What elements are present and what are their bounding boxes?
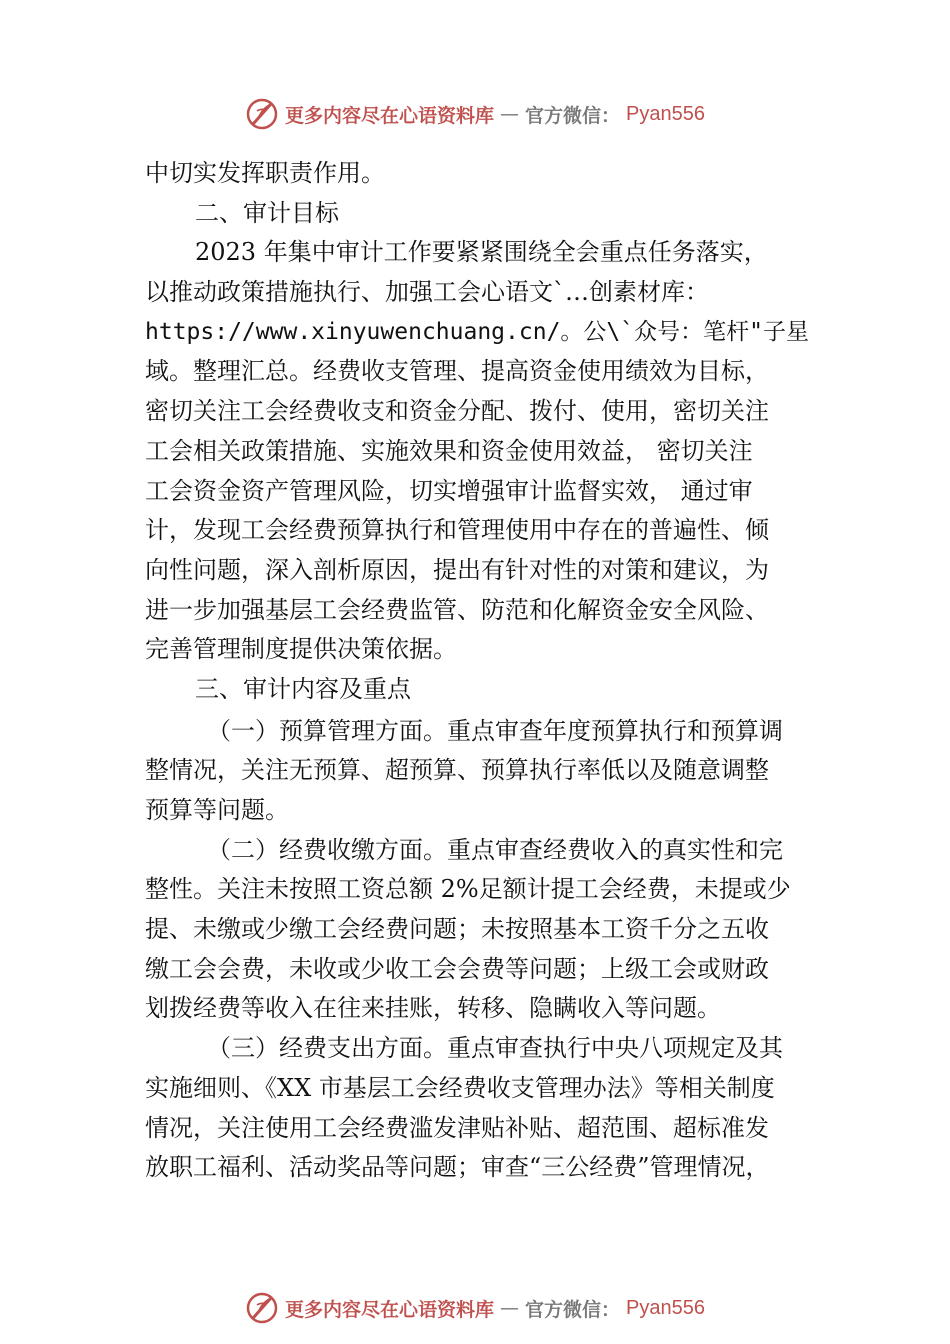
text-line: 划拨经费等收入在往来挂账，转移、隐瞒收入等问题。 bbox=[145, 994, 721, 1023]
text-line: 2023 年集中审计工作要紧紧围绕全会重点任务落实， bbox=[195, 238, 768, 267]
text-line: 缴工会会费，未收或少收工会会费等问题；上级工会或财政 bbox=[145, 954, 769, 983]
watermark-brand: 更多内容尽在心语资料库 bbox=[285, 104, 495, 127]
text-line: 提、未缴或少缴工会经费问题；未按照基本工资千分之五收 bbox=[145, 915, 769, 944]
section-heading: 二、审计目标 bbox=[195, 198, 339, 227]
text-line: 完善管理制度提供决策依据。 bbox=[145, 635, 457, 664]
text-line: 工会资金资产管理风险，切实增强审计监督实效， 通过审 bbox=[145, 476, 753, 505]
text-line: （二）经费收缴方面。重点审查经费收入的真实性和完 bbox=[207, 835, 783, 864]
text-line: 工会相关政策措施、实施效果和资金使用效益， 密切关注 bbox=[145, 436, 753, 465]
watermark-contact-id: Pyan556 bbox=[626, 102, 705, 125]
text-line: （三）经费支出方面。重点审查执行中央八项规定及其 bbox=[207, 1034, 783, 1063]
text-line: 计，发现工会经费预算执行和管理使用中存在的普遍性、倾 bbox=[145, 516, 769, 545]
text-line: https://www.xinyuwenchuang.cn/。公\`众号：笔杆"子星 bbox=[145, 318, 809, 345]
text-line: 中切实发挥职责作用。 bbox=[145, 159, 385, 187]
quill-logo-icon bbox=[245, 97, 279, 131]
text-line: 放职工福利、活动奖品等问题；审查“三公经费”管理情况， bbox=[145, 1153, 770, 1182]
watermark-banner-top bbox=[0, 92, 950, 136]
quill-logo-icon bbox=[245, 1291, 279, 1325]
text-line: 整情况，关注无预算、超预算、预算执行率低以及随意调整 bbox=[145, 756, 769, 785]
section-heading: 三、审计内容及重点 bbox=[195, 674, 411, 703]
text-line: 向性问题，深入剖析原因，提出有针对性的对策和建议，为 bbox=[145, 555, 769, 584]
watermark-banner-bottom bbox=[0, 1286, 950, 1330]
document-body bbox=[145, 154, 810, 1188]
text-line: 密切关注工会经费收支和资金分配、拨付、使用，密切关注 bbox=[145, 397, 769, 426]
watermark-contact-id: Pyan556 bbox=[626, 1296, 705, 1319]
watermark-contact-label: 官方微信： bbox=[525, 104, 621, 127]
text-line: 以推动政策措施执行、加强工会心语文`…创素材库： bbox=[145, 278, 709, 307]
watermark-dash: — bbox=[500, 1297, 520, 1319]
watermark-contact-label: 官方微信： bbox=[525, 1298, 621, 1321]
text-line: 实施细则、《XX 市基层工会经费收支管理办法》等相关制度 bbox=[145, 1073, 775, 1102]
text-line: 整性。关注未按照工资总额 2%足额计提工会经费，未提或少 bbox=[145, 875, 791, 904]
watermark-brand: 更多内容尽在心语资料库 bbox=[285, 1298, 495, 1321]
watermark-dash: — bbox=[500, 103, 520, 125]
text-line: 预算等问题。 bbox=[145, 796, 289, 824]
text-line: 域。整理汇总。经费收支管理、提高资金使用绩效为目标， bbox=[145, 357, 769, 386]
text-line: 进一步加强基层工会经费监管、防范和化解资金安全风险、 bbox=[145, 595, 769, 624]
text-line: 情况，关注使用工会经费滥发津贴补贴、超范围、超标准发 bbox=[145, 1113, 769, 1142]
text-line: （一）预算管理方面。重点审查年度预算执行和预算调 bbox=[207, 716, 783, 745]
